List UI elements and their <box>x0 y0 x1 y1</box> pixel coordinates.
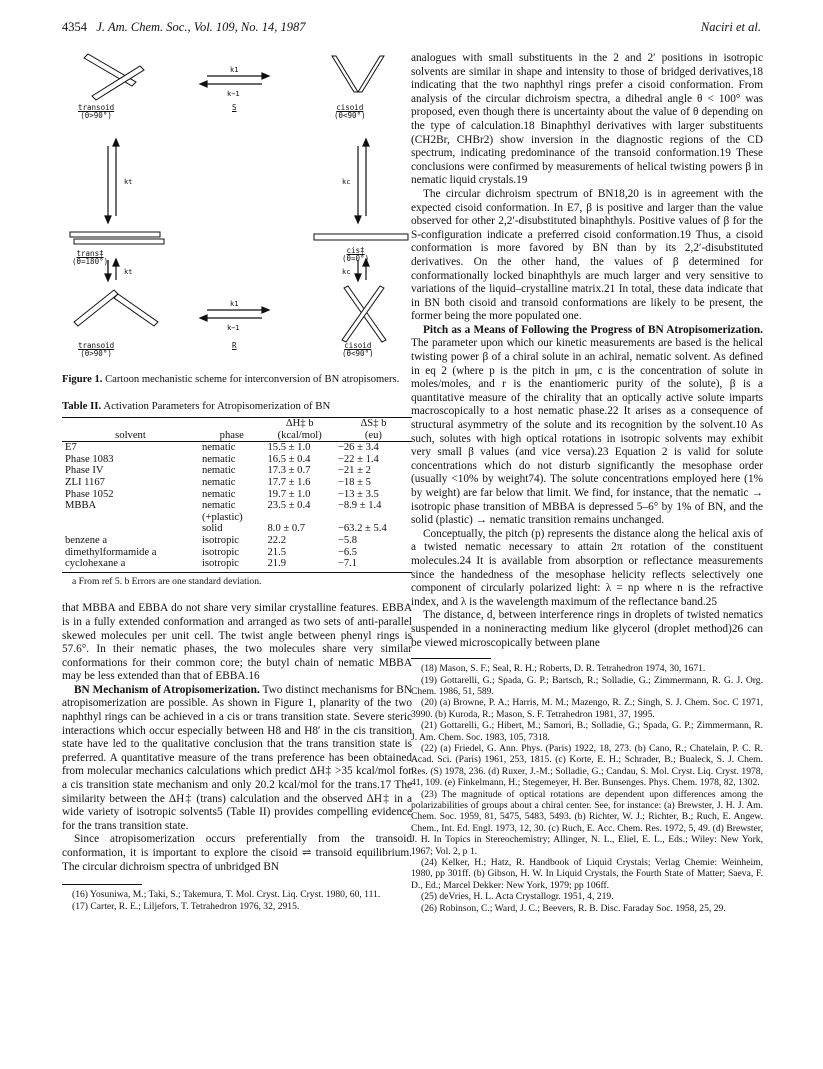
table-cell-phase: nematic <box>201 488 236 500</box>
rate-k1-bottom: k1 <box>230 300 239 308</box>
col-ds-unit: (eu) <box>335 430 412 442</box>
reference-item: (19) Gottarelli, G.; Spada, G. P.; Bartsch, R.; Solladie, G.; Zimmermann, R. G. J. Org. Chem. 1986, 51, 589. <box>411 674 763 697</box>
label-s: S <box>232 103 237 112</box>
table-footnote: a From ref 5. b Errors are one standard deviation. <box>72 575 262 587</box>
reference-17: (17) Carter, R. E.; Liljefors, T. Tetrahedron 1976, 32, 2915. <box>72 900 300 912</box>
figure-caption: Figure 1. Cartoon mechanistic scheme for interconversion of BN atropisomers. <box>62 374 400 385</box>
right-paragraph-1: analogues with small substituents in the 2 and 2′ positions in isotropic solvents are similar in shape and intensity to those of bridged derivatives,18 indicating that the two naphthyl rings prefer a cisoid conformation. From analysis of the circular dichroism spectra, a dihedral angle θ < 100° was proposed, even though there is uncertainty about the value of θ depending on the type of calculation.18 Binaphthyl derivatives with larger substituents (CH2Br, CHBr2) show inversion in the diagnostic regions of the CD spectrum, indicating predominance of the transoid conformation.19 These conclusions were confirmed by measurements of helical twisting powers β in nematic liquid crystals.19 <box>411 52 763 187</box>
left-paragraph-3: Since atropisomerization occurs preferentially from the transoid conformation, it is important to explore the cisoid ⇌ transoid equilibrium. The circular dichroism spectra of unbridged BN <box>62 833 412 873</box>
reference-item: (20) (a) Browne, P. A.; Harris, M. M.; Mazengo, R. Z.; Singh, S. J. Chem. Soc. C 1971, 3990. (b) Kuroda, R.; Mason, S. F. Tetrahedron 1981, 37, 1995. <box>411 697 763 720</box>
table-cell-phase: isotropic <box>199 558 265 572</box>
table-cell-dh: 17.3 ± 0.7 <box>267 465 311 477</box>
page-number: 4354 <box>62 20 87 34</box>
table-cell-solvent: Phase 1083 <box>65 453 114 465</box>
table-cell-dh <box>265 512 335 524</box>
table-row <box>62 535 412 547</box>
table-cell-ds: −22 ± 1.4 <box>337 453 379 465</box>
table-row <box>62 558 412 572</box>
label-transoid-bottom: transoid (θ>90°) <box>78 341 115 358</box>
figure-1 <box>62 52 412 372</box>
rate-kminus1-bottom: k−1 <box>227 324 240 332</box>
label-cis-ts: cis‡ (θ=0°) <box>342 246 370 263</box>
left-column <box>62 52 412 912</box>
table-cell-ds: −6.5 <box>337 546 358 558</box>
table-cell-dh: 22.2 <box>267 534 287 546</box>
table-cell-dh: 15.5 ± 1.0 <box>267 442 311 454</box>
right-column <box>411 52 763 914</box>
reference-item: (18) Mason, S. F.; Seal, R. H.; Roberts, D. R. Tetrahedron 1974, 30, 1671. <box>421 663 706 675</box>
table-cell-phase: (+plastic) <box>201 511 243 523</box>
reference-item: (21) Gottarelli, G.; Hibert, M.; Samori, B.; Solladie, G.; Spada, G. P.; Zimmermann, R. J. Am. Chem. Soc. 1983, 105, 7318. <box>411 720 763 743</box>
left-paragraph-2: BN Mechanism of Atropisomerization. Two distinct mechanisms for BN atropisomerization are possible. As shown in Figure 1, planarity of the two naphthyl rings can be achieved in a cis or trans transition state. Severe steric interactions which occur especially between H8 and H8′ in the cis transition state have led to the qualitative conclusion that the trans transition state is preferred. A quantitative measure of the trans preference has been obtained from molecular mechanics calculations which predict ΔH‡ >35 kcal/mol for a cis transition state mechanism and only 20.2 kcal/mol for the trans.17 The similarity between the ΔH‡ (trans) calculation and the observed ΔH‡ in a wide variety of isotropic solvents5 (Table II) provides compelling evidence for the trans transition state. <box>62 683 413 832</box>
left-references <box>62 889 412 912</box>
table-cell-ds: −26 ± 3.4 <box>337 442 379 454</box>
table-title: Table II. Activation Parameters for Atropisomerization of BN <box>62 400 331 413</box>
table-cell-ds: −7.1 <box>335 558 412 572</box>
label-r: R <box>232 341 237 350</box>
rate-kt-bottom: kt <box>124 268 133 276</box>
label-trans-ts: trans‡ (θ=180°) <box>72 249 109 266</box>
table-row <box>62 442 412 454</box>
table-cell-dh: 19.7 ± 1.0 <box>267 488 311 500</box>
table-cell-ds: −5.8 <box>337 534 358 546</box>
table-row <box>62 500 412 512</box>
table-cell-phase: nematic <box>201 453 236 465</box>
table-cell-phase: nematic <box>201 465 236 477</box>
activation-parameters-table <box>62 417 412 573</box>
table-cell-dh: 16.5 ± 0.4 <box>267 453 311 465</box>
table-cell-solvent <box>62 523 199 535</box>
table-cell-solvent: Phase 1052 <box>65 488 114 500</box>
table-cell-solvent: cyclohexane a <box>62 558 199 572</box>
running-header <box>62 20 306 35</box>
table-cell-ds: −63.2 ± 5.4 <box>337 523 387 535</box>
table-cell-phase: nematic <box>201 442 236 454</box>
table-cell-solvent: dimethylformamide a <box>65 546 157 558</box>
col-dh-unit: (kcal/mol) <box>265 430 335 442</box>
table-cell-ds: −13 ± 3.5 <box>337 488 379 500</box>
rate-k1-top: k1 <box>230 66 239 74</box>
table-cell-dh: 23.5 ± 0.4 <box>267 500 311 512</box>
table-row <box>62 512 412 524</box>
reference-item: (22) (a) Friedel, G. Ann. Phys. (Paris) 1922, 18, 273. (b) Cano, R.; Chatelain, P. C. R. Acad. Sci. (Paris) 1961, 253, 1815. (c) Korte, E. H.; Schrader, B.; Bualeck, S. J. Chem. Res. (S) 1978, 236. (d) Ruxer, J.-M.; Solladie, G.; Candau, S. Mol. Cryst. Liq. Cryst. 1978, 41, 109. (e) Finkelmann, H.; Stegemeyer, H. Ber. Bunsenges. Phys. Chem. 1978, 82, 1302. <box>411 742 763 789</box>
right-references <box>411 663 763 914</box>
journal-citation: J. Am. Chem. Soc., Vol. 109, No. 14, 1987 <box>96 20 306 34</box>
table-row <box>62 547 412 559</box>
table-row <box>62 477 412 489</box>
label-cisoid-bottom: cisoid (θ<90°) <box>342 341 374 358</box>
rate-kc-bottom: kc <box>342 268 351 276</box>
rate-kc-top: kc <box>342 178 351 186</box>
footnote-rule-right <box>411 658 491 659</box>
table-row <box>62 465 412 477</box>
reference-item: (23) The magnitude of optical rotations are dependent upon differences among the polarizabilities of groups about a chiral center. See, for instance: (a) Brewster, J. H. J. Am. Chem. Soc. 1959, 81, 5475, 5483, 5493. (b) Richter, W. J.; Richter, B.; Ruch, E. Angew. Chem., Int. Ed. Engl. 1973, 12, 30. (c) Ruch, E. Acc. Chem. Res. 1972, 5, 49. (d) Brewster, J. H. In Topics in Stereochemistry; Allinger, N. L., Eliel, E. L., Eds.; Wiley: New York, 1967; Vol. 2, p 1. <box>411 788 763 857</box>
table-cell-ds: −8.9 ± 1.4 <box>337 500 382 512</box>
right-paragraph-4: Conceptually, the pitch (p) represents the distance along the helical axis of a twisted nematic necessary to attain 2π rotation of the constituent molecules.24 It is available from absorption or reflectance measurements since the handedness of the mesophase helicity reflects selectively one component of circularly polarized light: λ = np where n is the refractive index, and λ is the wavelength maximum of the reflectance band.25 <box>411 527 763 608</box>
table-cell-dh: 21.9 <box>265 558 335 572</box>
reference-item: (26) Robinson, C.; Ward, J. C.; Beevers, R. B. Disc. Faraday Soc. 1958, 25, 29. <box>421 902 726 914</box>
left-paragraph-1: that MBBA and EBBA do not share very similar crystalline features. EBBA is in a fully extended conformation and arranged as two sets of anti-parallel skewed molecules per unit cell. The twist angle between phenyl rings is 57.6°. In their nematic phases, the two molecules share very similar conformations for their common core; the butyl chain of nematic MBBA may be less extended than that of EBBA.16 <box>62 602 412 683</box>
table-cell-phase: nematic <box>201 476 236 488</box>
table-cell-dh: 17.7 ± 1.6 <box>267 476 311 488</box>
table-row <box>62 523 412 535</box>
table-row <box>62 454 412 466</box>
right-paragraph-2: The circular dichroism spectrum of BN18,20 is in agreement with the expected cisoid conformation. In E7, β is positive and larger than the value observed for other 2,2′-disubstituted binaphthyls. Positive values of β for the S-configuration indicate a preferred cisoid conformation.19 Thus, a cisoid conformation is more favored by BN than by its 2,2′-disubstituted derivatives. On the other hand, the values of β determined for conformationally locked binaphthyls are much larger and very sensitive to variations of the liquid–crystalline matrix.21 In total, these data indicate that in BN both cisoid and transoid conformations are likely to be present, the former being the more populated one. <box>411 187 763 323</box>
table-cell-ds: −18 ± 5 <box>337 476 371 488</box>
right-paragraph-3: Pitch as a Means of Following the Progress of BN Atropisomerization. The parameter upon which our kinetic measurements are based is the helical twisting power β of a chiral solute in an achiral, nematic solvent. As defined in eq 2 (where p is the pitch in μm, c is the concentration of solute in moles/moles, and r is the enantiomeric purity of the solute), β is a quantitative measure of the chirality that an optically active solute imparts macroscopically to a host nematic phase.22 It arises as a consequence of structural asymmetry of the solute and its recognition by the solvent.10 As such, solutes with high optical rotations in isotropic solvents may exhibit very small β values (and vice versa).23 Equation 2 is valid for solute concentrations which do not disturb significantly the mesophase order (usually <10% by weight74). The solute concentrations employed here (1% by weight) are far below that limit. We find, for instance, that the nematic → isotropic phase transition of MBBA is depressed 5–6° by 1% of BN, and the solid (plastic) → nematic transition remains unchanged. <box>411 323 763 527</box>
table-cell-solvent: Phase IV <box>65 465 104 477</box>
footnote-rule <box>62 884 142 885</box>
table-cell-phase: solid <box>201 523 223 535</box>
table-cell-solvent <box>62 512 199 524</box>
right-paragraph-5: The distance, d, between interference rings in droplets of twisted nematics suspended in a nonineracting medium like glycerol (droplet method)26 can be viewed microscopically between plane <box>411 609 763 649</box>
reference-16: (16) Yosuniwa, M.; Taki, S.; Takemura, T. Mol. Cryst. Liq. Cryst. 1980, 60, 111. <box>72 889 381 901</box>
table-cell-dh: 21.5 <box>267 546 287 558</box>
table-cell-phase: nematic <box>201 500 236 512</box>
col-dh: ΔH‡ b <box>265 418 335 430</box>
col-ds: ΔS‡ b <box>335 418 412 430</box>
table-cell-phase: isotropic <box>201 546 240 558</box>
rate-kminus1-top: k−1 <box>227 90 240 98</box>
reference-item: (25) deVries, H. L. Acta Crystallogr. 1951, 4, 219. <box>421 891 614 903</box>
table-cell-dh: 8.0 ± 0.7 <box>267 523 306 535</box>
col-solvent: solvent <box>62 430 199 442</box>
running-authors: Naciri et al. <box>700 20 761 34</box>
table-cell-solvent: benzene a <box>65 534 108 546</box>
table-cell-ds: −21 ± 2 <box>337 465 371 477</box>
reference-item: (24) Kelker, H.; Hatz, R. Handbook of Liquid Crystals; Verlag Chemie: Weinheim, 1980, pp 301ff. (b) Gibson, H. W. In Liquid Crystals, the Fourth State of Matter; Saeva, F. D., Ed.; Marcel Dekker: New York, 1979; pp 106ff. <box>411 857 763 891</box>
table-cell-phase: isotropic <box>201 534 240 546</box>
label-cisoid-top: cisoid (θ<90°) <box>334 103 366 120</box>
table-cell-solvent: E7 <box>65 442 77 454</box>
label-transoid-top: transoid (θ>90°) <box>78 103 115 120</box>
rate-kt-top: kt <box>124 178 133 186</box>
table-cell-solvent: MBBA <box>65 500 97 512</box>
table-row <box>62 489 412 501</box>
table-cell-ds <box>335 512 412 524</box>
col-phase: phase <box>199 430 265 442</box>
table-cell-solvent: ZLI 1167 <box>65 476 105 488</box>
